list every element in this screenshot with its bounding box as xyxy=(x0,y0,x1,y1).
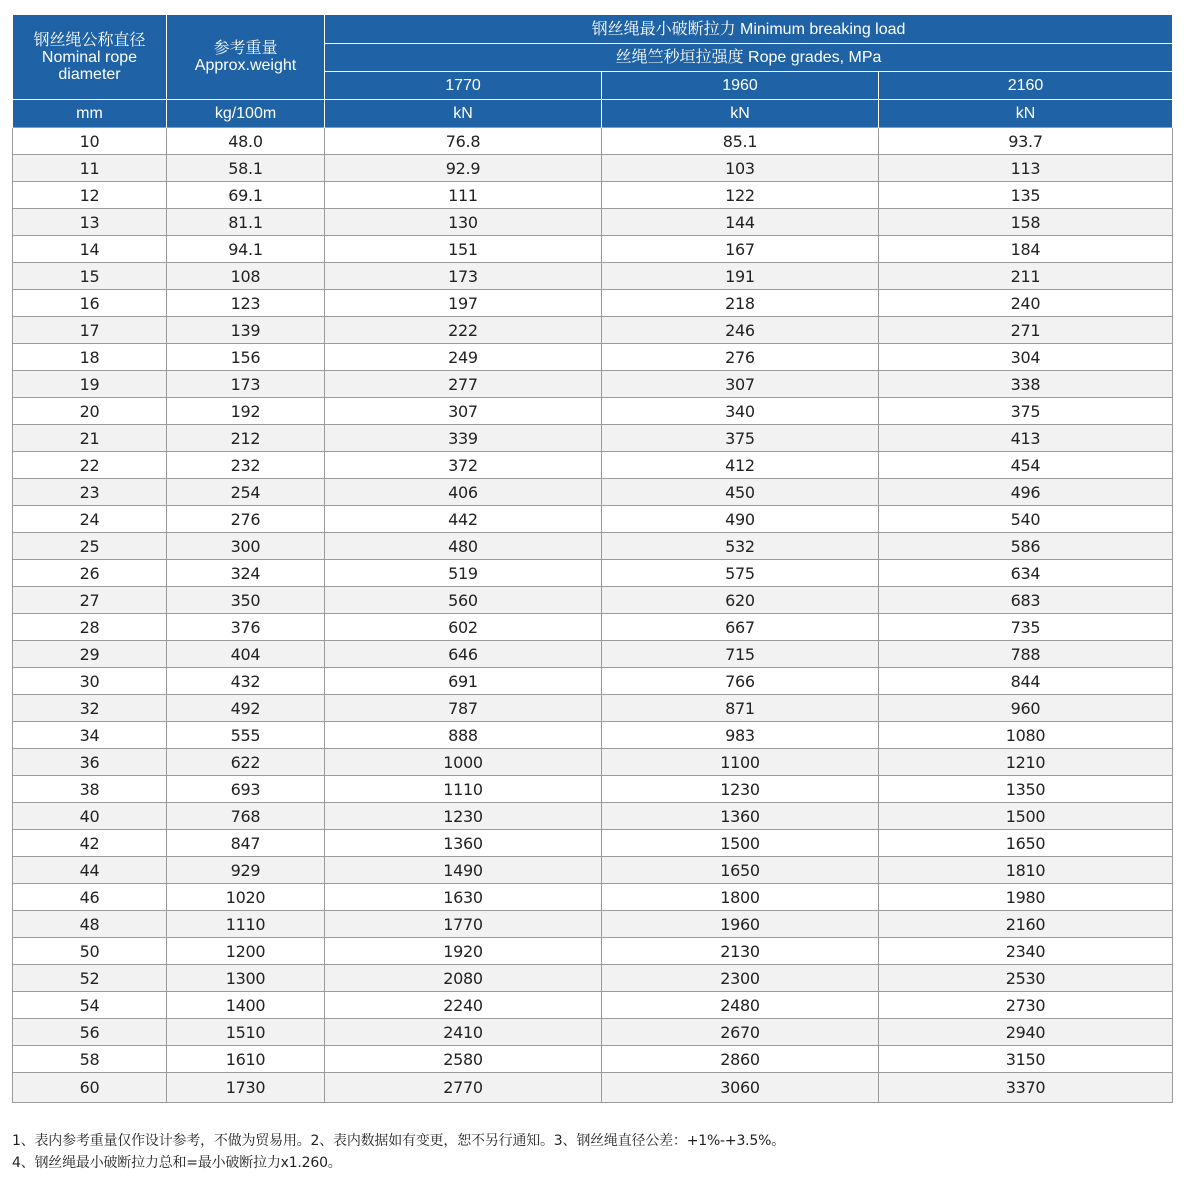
cell-diameter: 54 xyxy=(13,992,167,1019)
cell-load-1960: 715 xyxy=(602,641,879,668)
cell-weight: 156 xyxy=(167,344,325,371)
cell-load-2160: 1080 xyxy=(879,722,1173,749)
cell-weight: 192 xyxy=(167,398,325,425)
cell-load-2160: 454 xyxy=(879,452,1173,479)
cell-diameter: 50 xyxy=(13,938,167,965)
table-row xyxy=(13,425,1173,452)
cell-load-1770: 1360 xyxy=(325,830,602,857)
table-row xyxy=(13,317,1173,344)
cell-load-1960: 412 xyxy=(602,452,879,479)
cell-load-1770: 2410 xyxy=(325,1019,602,1046)
cell-load-2160: 1210 xyxy=(879,749,1173,776)
cell-load-1960: 375 xyxy=(602,425,879,452)
table-row xyxy=(13,776,1173,803)
cell-load-1770: 480 xyxy=(325,533,602,560)
table-row xyxy=(13,344,1173,371)
cell-load-1960: 575 xyxy=(602,560,879,587)
cell-load-1960: 122 xyxy=(602,182,879,209)
cell-weight: 768 xyxy=(167,803,325,830)
cell-load-1770: 602 xyxy=(325,614,602,641)
cell-load-2160: 788 xyxy=(879,641,1173,668)
rope-spec-table-wrapper xyxy=(12,14,1172,1103)
cell-weight: 276 xyxy=(167,506,325,533)
cell-diameter: 21 xyxy=(13,425,167,452)
footnote-line-1: 1、表内参考重量仅作设计参考，不做为贸易用。2、表内数据如有变更，恕不另行通知。3、钢丝绳直径公差：+1%-+3.5%。 xyxy=(12,1133,786,1149)
header-diameter-cn: 钢丝绳公称直径 xyxy=(33,31,146,49)
cell-load-1770: 691 xyxy=(325,668,602,695)
table-row xyxy=(13,587,1173,614)
cell-load-1770: 151 xyxy=(325,236,602,263)
cell-load-1770: 111 xyxy=(325,182,602,209)
table-row xyxy=(13,398,1173,425)
cell-load-1960: 85.1 xyxy=(602,128,879,155)
cell-load-1770: 1230 xyxy=(325,803,602,830)
unit-kn-2160: kN xyxy=(879,100,1173,128)
cell-load-1960: 766 xyxy=(602,668,879,695)
cell-diameter: 19 xyxy=(13,371,167,398)
table-row xyxy=(13,371,1173,398)
cell-weight: 232 xyxy=(167,452,325,479)
cell-load-2160: 304 xyxy=(879,344,1173,371)
cell-weight: 1730 xyxy=(167,1073,325,1103)
table-header xyxy=(13,15,1173,128)
cell-weight: 123 xyxy=(167,290,325,317)
table-row xyxy=(13,722,1173,749)
cell-load-1960: 2670 xyxy=(602,1019,879,1046)
table-row xyxy=(13,452,1173,479)
cell-load-1960: 450 xyxy=(602,479,879,506)
table-row xyxy=(13,1073,1173,1103)
cell-diameter: 28 xyxy=(13,614,167,641)
cell-diameter: 10 xyxy=(13,128,167,155)
cell-weight: 1300 xyxy=(167,965,325,992)
cell-load-2160: 960 xyxy=(879,695,1173,722)
cell-diameter: 12 xyxy=(13,182,167,209)
table-row xyxy=(13,1046,1173,1073)
cell-diameter: 17 xyxy=(13,317,167,344)
cell-load-1770: 249 xyxy=(325,344,602,371)
cell-load-1960: 307 xyxy=(602,371,879,398)
table-row xyxy=(13,209,1173,236)
cell-load-2160: 586 xyxy=(879,533,1173,560)
table-row xyxy=(13,506,1173,533)
header-grade-2160: 2160 xyxy=(879,72,1173,100)
table-row xyxy=(13,560,1173,587)
cell-diameter: 42 xyxy=(13,830,167,857)
table-row xyxy=(13,236,1173,263)
cell-load-2160: 113 xyxy=(879,155,1173,182)
header-grades-title: 丝绳竺秒垣拉强度 Rope grades, MPa xyxy=(325,44,1173,72)
cell-load-1960: 1360 xyxy=(602,803,879,830)
table-row xyxy=(13,857,1173,884)
unit-mm: mm xyxy=(13,100,167,128)
table-row xyxy=(13,938,1173,965)
table-row xyxy=(13,668,1173,695)
table-row xyxy=(13,263,1173,290)
cell-diameter: 40 xyxy=(13,803,167,830)
cell-weight: 404 xyxy=(167,641,325,668)
cell-weight: 1510 xyxy=(167,1019,325,1046)
header-diameter-en-2: diameter xyxy=(58,65,121,83)
cell-load-1960: 1500 xyxy=(602,830,879,857)
cell-diameter: 13 xyxy=(13,209,167,236)
cell-diameter: 58 xyxy=(13,1046,167,1073)
cell-weight: 432 xyxy=(167,668,325,695)
cell-weight: 622 xyxy=(167,749,325,776)
cell-diameter: 15 xyxy=(13,263,167,290)
cell-diameter: 44 xyxy=(13,857,167,884)
cell-load-1960: 2860 xyxy=(602,1046,879,1073)
cell-load-2160: 211 xyxy=(879,263,1173,290)
cell-weight: 212 xyxy=(167,425,325,452)
cell-load-2160: 271 xyxy=(879,317,1173,344)
cell-diameter: 38 xyxy=(13,776,167,803)
table-row xyxy=(13,965,1173,992)
cell-load-2160: 2160 xyxy=(879,911,1173,938)
cell-weight: 48.0 xyxy=(167,128,325,155)
cell-load-1770: 2770 xyxy=(325,1073,602,1103)
cell-load-1960: 532 xyxy=(602,533,879,560)
cell-diameter: 56 xyxy=(13,1019,167,1046)
cell-load-2160: 375 xyxy=(879,398,1173,425)
cell-load-1770: 2580 xyxy=(325,1046,602,1073)
header-weight-cn: 参考重量 xyxy=(213,40,278,57)
cell-weight: 58.1 xyxy=(167,155,325,182)
cell-weight: 173 xyxy=(167,371,325,398)
cell-load-2160: 634 xyxy=(879,560,1173,587)
cell-diameter: 52 xyxy=(13,965,167,992)
cell-load-2160: 413 xyxy=(879,425,1173,452)
cell-load-1960: 667 xyxy=(602,614,879,641)
cell-load-1960: 871 xyxy=(602,695,879,722)
header-grade-1770: 1770 xyxy=(325,72,602,100)
cell-weight: 254 xyxy=(167,479,325,506)
cell-load-1770: 277 xyxy=(325,371,602,398)
cell-load-1960: 1230 xyxy=(602,776,879,803)
header-grade-1960: 1960 xyxy=(602,72,879,100)
cell-load-1770: 1920 xyxy=(325,938,602,965)
cell-load-1770: 1110 xyxy=(325,776,602,803)
cell-load-1960: 167 xyxy=(602,236,879,263)
cell-load-1770: 560 xyxy=(325,587,602,614)
cell-diameter: 46 xyxy=(13,884,167,911)
cell-weight: 1020 xyxy=(167,884,325,911)
cell-load-1960: 340 xyxy=(602,398,879,425)
cell-load-1770: 76.8 xyxy=(325,128,602,155)
cell-load-2160: 240 xyxy=(879,290,1173,317)
cell-diameter: 16 xyxy=(13,290,167,317)
cell-load-2160: 3150 xyxy=(879,1046,1173,1073)
cell-load-1960: 490 xyxy=(602,506,879,533)
cell-load-1770: 307 xyxy=(325,398,602,425)
table-row xyxy=(13,830,1173,857)
unit-kn-1960: kN xyxy=(602,100,879,128)
cell-weight: 1110 xyxy=(167,911,325,938)
cell-load-1960: 2130 xyxy=(602,938,879,965)
cell-load-1960: 191 xyxy=(602,263,879,290)
cell-load-1770: 92.9 xyxy=(325,155,602,182)
cell-weight: 300 xyxy=(167,533,325,560)
cell-load-1770: 888 xyxy=(325,722,602,749)
cell-load-1960: 144 xyxy=(602,209,879,236)
header-weight-en: Approx.weight xyxy=(194,57,297,74)
table-row xyxy=(13,155,1173,182)
cell-weight: 139 xyxy=(167,317,325,344)
cell-load-2160: 93.7 xyxy=(879,128,1173,155)
table-body xyxy=(13,128,1173,1103)
cell-weight: 1610 xyxy=(167,1046,325,1073)
cell-load-2160: 2530 xyxy=(879,965,1173,992)
header-weight xyxy=(167,15,325,100)
cell-load-1960: 2300 xyxy=(602,965,879,992)
cell-diameter: 23 xyxy=(13,479,167,506)
cell-weight: 376 xyxy=(167,614,325,641)
cell-load-1770: 519 xyxy=(325,560,602,587)
cell-diameter: 36 xyxy=(13,749,167,776)
cell-load-2160: 683 xyxy=(879,587,1173,614)
cell-diameter: 48 xyxy=(13,911,167,938)
cell-load-1960: 983 xyxy=(602,722,879,749)
cell-weight: 693 xyxy=(167,776,325,803)
cell-load-1960: 3060 xyxy=(602,1073,879,1103)
cell-load-2160: 540 xyxy=(879,506,1173,533)
footnotes xyxy=(12,1130,1172,1174)
cell-load-1770: 442 xyxy=(325,506,602,533)
cell-load-1770: 173 xyxy=(325,263,602,290)
cell-diameter: 60 xyxy=(13,1073,167,1103)
cell-load-2160: 338 xyxy=(879,371,1173,398)
table-row xyxy=(13,803,1173,830)
cell-diameter: 30 xyxy=(13,668,167,695)
cell-load-2160: 184 xyxy=(879,236,1173,263)
cell-load-1770: 339 xyxy=(325,425,602,452)
cell-load-1960: 2480 xyxy=(602,992,879,1019)
cell-load-1960: 1960 xyxy=(602,911,879,938)
cell-load-1960: 620 xyxy=(602,587,879,614)
cell-weight: 555 xyxy=(167,722,325,749)
cell-weight: 324 xyxy=(167,560,325,587)
cell-load-1960: 218 xyxy=(602,290,879,317)
unit-kn-1770: kN xyxy=(325,100,602,128)
cell-load-2160: 1650 xyxy=(879,830,1173,857)
cell-diameter: 34 xyxy=(13,722,167,749)
cell-diameter: 29 xyxy=(13,641,167,668)
cell-weight: 1200 xyxy=(167,938,325,965)
cell-weight: 847 xyxy=(167,830,325,857)
cell-load-1770: 1630 xyxy=(325,884,602,911)
cell-load-1960: 1800 xyxy=(602,884,879,911)
cell-load-1770: 130 xyxy=(325,209,602,236)
cell-diameter: 24 xyxy=(13,506,167,533)
cell-load-1770: 222 xyxy=(325,317,602,344)
cell-load-1770: 197 xyxy=(325,290,602,317)
header-diameter xyxy=(13,15,167,100)
cell-weight: 929 xyxy=(167,857,325,884)
cell-diameter: 32 xyxy=(13,695,167,722)
cell-load-2160: 735 xyxy=(879,614,1173,641)
unit-weight: kg/100m xyxy=(167,100,325,128)
table-row xyxy=(13,479,1173,506)
table-row xyxy=(13,641,1173,668)
table-row xyxy=(13,533,1173,560)
table-row xyxy=(13,695,1173,722)
cell-diameter: 25 xyxy=(13,533,167,560)
cell-diameter: 26 xyxy=(13,560,167,587)
table-row xyxy=(13,911,1173,938)
cell-load-2160: 135 xyxy=(879,182,1173,209)
table-row xyxy=(13,182,1173,209)
cell-load-2160: 1980 xyxy=(879,884,1173,911)
cell-load-2160: 844 xyxy=(879,668,1173,695)
cell-diameter: 27 xyxy=(13,587,167,614)
table-row xyxy=(13,128,1173,155)
cell-weight: 108 xyxy=(167,263,325,290)
cell-weight: 94.1 xyxy=(167,236,325,263)
cell-load-1960: 1650 xyxy=(602,857,879,884)
cell-diameter: 22 xyxy=(13,452,167,479)
cell-weight: 492 xyxy=(167,695,325,722)
cell-diameter: 14 xyxy=(13,236,167,263)
cell-load-1960: 103 xyxy=(602,155,879,182)
cell-weight: 1400 xyxy=(167,992,325,1019)
cell-load-2160: 2940 xyxy=(879,1019,1173,1046)
cell-weight: 69.1 xyxy=(167,182,325,209)
footnote-line-2: 4、钢丝绳最小破断拉力总和=最小破断拉力x1.260。 xyxy=(12,1155,342,1171)
cell-load-2160: 2730 xyxy=(879,992,1173,1019)
cell-load-1960: 1100 xyxy=(602,749,879,776)
cell-diameter: 11 xyxy=(13,155,167,182)
header-diameter-en-1: Nominal rope xyxy=(41,48,138,66)
cell-weight: 350 xyxy=(167,587,325,614)
cell-load-2160: 1810 xyxy=(879,857,1173,884)
cell-load-1770: 1770 xyxy=(325,911,602,938)
cell-load-2160: 2340 xyxy=(879,938,1173,965)
cell-load-2160: 1350 xyxy=(879,776,1173,803)
table-row xyxy=(13,614,1173,641)
cell-load-2160: 1500 xyxy=(879,803,1173,830)
cell-load-2160: 158 xyxy=(879,209,1173,236)
cell-load-1770: 1000 xyxy=(325,749,602,776)
cell-load-2160: 496 xyxy=(879,479,1173,506)
cell-load-1770: 646 xyxy=(325,641,602,668)
cell-load-1770: 372 xyxy=(325,452,602,479)
cell-load-1770: 2080 xyxy=(325,965,602,992)
cell-load-1770: 787 xyxy=(325,695,602,722)
cell-weight: 81.1 xyxy=(167,209,325,236)
table-row xyxy=(13,749,1173,776)
cell-load-1770: 1490 xyxy=(325,857,602,884)
cell-load-1770: 406 xyxy=(325,479,602,506)
table-row xyxy=(13,1019,1173,1046)
cell-load-2160: 3370 xyxy=(879,1073,1173,1103)
cell-diameter: 18 xyxy=(13,344,167,371)
cell-load-1960: 276 xyxy=(602,344,879,371)
cell-load-1960: 246 xyxy=(602,317,879,344)
cell-diameter: 20 xyxy=(13,398,167,425)
cell-load-1770: 2240 xyxy=(325,992,602,1019)
table-row xyxy=(13,992,1173,1019)
table-row xyxy=(13,884,1173,911)
rope-spec-table xyxy=(12,14,1173,1103)
table-row xyxy=(13,290,1173,317)
header-load-title: 钢丝绳最小破断拉力 Minimum breaking load xyxy=(325,15,1173,44)
